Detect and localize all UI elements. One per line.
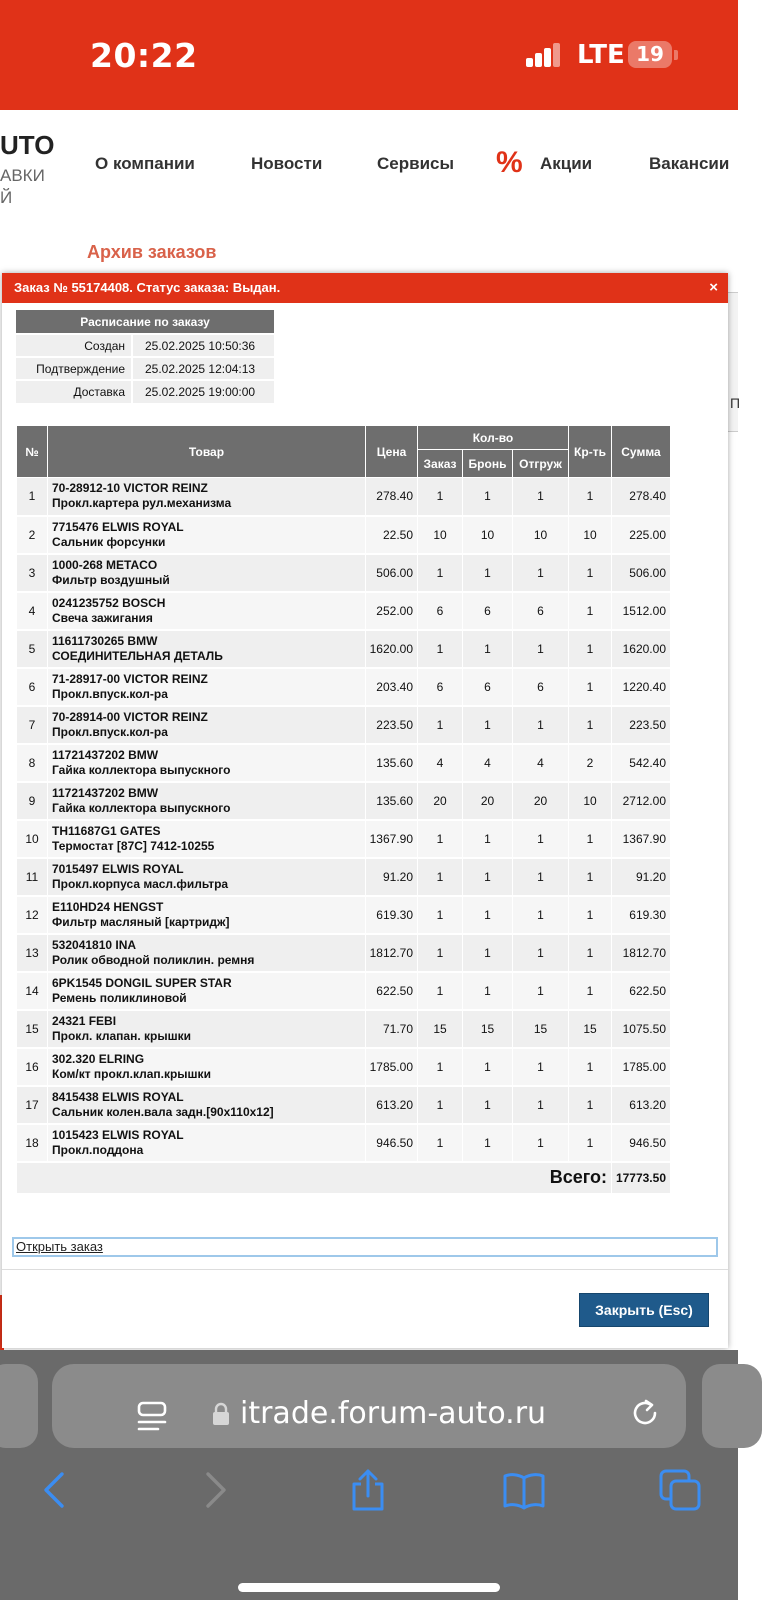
open-order-link[interactable]: Открыть заказ — [12, 1237, 718, 1257]
row-product — [48, 782, 366, 820]
modal-divider — [2, 1269, 728, 1270]
row-sum: 1220.40 — [612, 668, 671, 706]
col-order: Заказ — [418, 450, 463, 478]
row-shipped-qty: 6 — [513, 592, 569, 630]
product-code: 11721437202 BMW — [52, 747, 159, 762]
product-code: 1015423 ELWIS ROYAL — [52, 1127, 184, 1142]
row-reserve-qty: 1 — [463, 1086, 513, 1124]
row-product — [48, 1010, 366, 1048]
row-sum: 1512.00 — [612, 592, 671, 630]
total-label: Всего: — [17, 1162, 612, 1194]
row-price: 613.20 — [366, 1086, 418, 1124]
row-price: 203.40 — [366, 668, 418, 706]
modal-title: Заказ № 55174408. Статус заказа: Выдан. — [14, 280, 281, 295]
row-product — [48, 478, 366, 516]
row-multiplicity: 2 — [569, 744, 612, 782]
row-price: 252.00 — [366, 592, 418, 630]
percent-icon: % — [496, 146, 523, 179]
row-price: 1785.00 — [366, 1048, 418, 1086]
table-row — [17, 478, 671, 516]
row-order-qty: 4 — [418, 744, 463, 782]
row-shipped-qty: 1 — [513, 706, 569, 744]
signal-icon — [526, 43, 562, 67]
row-price: 71.70 — [366, 1010, 418, 1048]
row-price: 91.20 — [366, 858, 418, 896]
col-price: Цена — [366, 426, 418, 478]
product-description: СОЕДИНИТЕЛЬНАЯ ДЕТАЛЬ — [52, 648, 223, 663]
row-shipped-qty: 1 — [513, 630, 569, 668]
nav-vacancies[interactable]: Вакансии — [649, 154, 730, 173]
row-number: 6 — [17, 668, 48, 706]
row-order-qty: 1 — [418, 706, 463, 744]
product-description: Сальник колен.вала задн.[90x110x12] — [52, 1104, 274, 1119]
row-sum: 1620.00 — [612, 630, 671, 668]
row-price: 622.50 — [366, 972, 418, 1010]
row-order-qty: 1 — [418, 972, 463, 1010]
row-multiplicity: 1 — [569, 1048, 612, 1086]
row-reserve-qty: 1 — [463, 858, 513, 896]
lock-icon — [212, 1402, 230, 1426]
row-sum: 2712.00 — [612, 782, 671, 820]
product-code: 70-28914-00 VICTOR REINZ — [52, 709, 208, 724]
url-text[interactable]: itrade.forum-auto.ru — [240, 1396, 547, 1431]
table-row — [17, 1086, 671, 1124]
row-price: 278.40 — [366, 478, 418, 516]
row-number: 7 — [17, 706, 48, 744]
row-shipped-qty: 1 — [513, 972, 569, 1010]
row-number: 14 — [17, 972, 48, 1010]
row-sum: 91.20 — [612, 858, 671, 896]
row-product — [48, 516, 366, 554]
row-shipped-qty: 1 — [513, 934, 569, 972]
row-product — [48, 706, 366, 744]
reader-icon[interactable] — [136, 1400, 168, 1436]
previous-tab-preview[interactable] — [0, 1364, 38, 1448]
row-reserve-qty: 6 — [463, 668, 513, 706]
reload-icon[interactable] — [628, 1396, 662, 1430]
product-description: Термостат [87C] 7412-10255 — [52, 838, 215, 853]
product-code: E110HD24 HENGST — [52, 899, 164, 914]
table-row — [17, 1048, 671, 1086]
row-multiplicity: 10 — [569, 516, 612, 554]
network-type: LTE — [577, 40, 625, 70]
row-multiplicity: 1 — [569, 820, 612, 858]
table-row — [17, 972, 671, 1010]
close-button[interactable]: Закрыть (Esc) — [579, 1293, 709, 1327]
row-multiplicity: 15 — [569, 1010, 612, 1048]
row-sum: 619.30 — [612, 896, 671, 934]
row-number: 4 — [17, 592, 48, 630]
status-time: 20:22 — [90, 36, 198, 75]
archive-title: Архив заказов — [87, 242, 217, 262]
product-code: 302.320 ELRING — [52, 1051, 145, 1066]
row-price: 1367.90 — [366, 820, 418, 858]
logo-subtitle-2: Й — [0, 188, 13, 207]
row-shipped-qty: 10 — [513, 516, 569, 554]
product-code: 0241235752 BOSCH — [52, 595, 166, 610]
row-order-qty: 1 — [418, 630, 463, 668]
row-sum: 278.40 — [612, 478, 671, 516]
row-order-qty: 1 — [418, 858, 463, 896]
site-logo[interactable]: UTO — [0, 130, 55, 160]
row-product — [48, 668, 366, 706]
row-order-qty: 1 — [418, 934, 463, 972]
table-row — [17, 630, 671, 668]
row-shipped-qty: 20 — [513, 782, 569, 820]
background-text: П — [730, 395, 741, 411]
row-multiplicity: 1 — [569, 668, 612, 706]
row-sum: 225.00 — [612, 516, 671, 554]
row-product — [48, 934, 366, 972]
row-sum: 1812.70 — [612, 934, 671, 972]
row-reserve-qty: 1 — [463, 478, 513, 516]
row-order-qty: 15 — [418, 1010, 463, 1048]
table-row — [17, 554, 671, 592]
battery-icon — [628, 41, 672, 68]
row-product — [48, 858, 366, 896]
schedule-value: 25.02.2025 10:50:36 — [132, 334, 274, 357]
row-sum: 506.00 — [612, 554, 671, 592]
row-shipped-qty: 1 — [513, 1124, 569, 1162]
product-description: Прокл.картера рул.механизма — [52, 496, 232, 511]
row-sum: 542.40 — [612, 744, 671, 782]
product-code: TH11687G1 GATES — [52, 823, 161, 838]
row-multiplicity: 1 — [569, 592, 612, 630]
home-indicator[interactable] — [238, 1583, 500, 1592]
row-sum: 1367.90 — [612, 820, 671, 858]
product-description: Прокл.впуск.кол-ра — [52, 724, 168, 739]
row-number: 9 — [17, 782, 48, 820]
table-row — [17, 858, 671, 896]
row-number: 1 — [17, 478, 48, 516]
row-price: 223.50 — [366, 706, 418, 744]
product-code: 70-28912-10 VICTOR REINZ — [52, 481, 208, 496]
row-multiplicity: 1 — [569, 630, 612, 668]
row-order-qty: 6 — [418, 668, 463, 706]
col-multiplicity: Кр-ть — [569, 426, 612, 478]
row-reserve-qty: 1 — [463, 554, 513, 592]
product-code: 11611730265 BMW — [52, 633, 158, 648]
row-price: 1620.00 — [366, 630, 418, 668]
schedule-value: 25.02.2025 12:04:13 — [132, 357, 274, 380]
product-code: 24321 FEBI — [52, 1013, 117, 1028]
table-row — [17, 1010, 671, 1048]
row-order-qty: 1 — [418, 1048, 463, 1086]
schedule-value: 25.02.2025 19:00:00 — [132, 380, 274, 403]
row-product — [48, 630, 366, 668]
status-bar — [0, 0, 738, 110]
row-number: 3 — [17, 554, 48, 592]
product-code: 1000-268 METACO — [52, 557, 158, 572]
row-product — [48, 554, 366, 592]
product-description: Фильтр масляный [картридж] — [52, 914, 230, 929]
table-row — [17, 1124, 671, 1162]
row-multiplicity: 1 — [569, 478, 612, 516]
table-row — [17, 516, 671, 554]
nav-promotions[interactable]: Акции — [540, 154, 593, 173]
row-reserve-qty: 1 — [463, 1048, 513, 1086]
modal-header — [2, 273, 728, 303]
nav-about[interactable]: О компании — [95, 154, 195, 173]
product-code: 8415438 ELWIS ROYAL — [52, 1089, 184, 1104]
row-price: 946.50 — [366, 1124, 418, 1162]
row-number: 11 — [17, 858, 48, 896]
row-number: 15 — [17, 1010, 48, 1048]
row-order-qty: 1 — [418, 1086, 463, 1124]
row-shipped-qty: 1 — [513, 858, 569, 896]
row-number: 16 — [17, 1048, 48, 1086]
row-shipped-qty: 1 — [513, 1048, 569, 1086]
product-description: Гайка коллектора выпускного — [52, 762, 231, 777]
product-description: Фильтр воздушный — [52, 572, 170, 587]
product-description: Сальник форсунки — [52, 534, 166, 549]
row-shipped-qty: 6 — [513, 668, 569, 706]
row-sum: 223.50 — [612, 706, 671, 744]
table-row — [17, 820, 671, 858]
product-code: 11721437202 BMW — [52, 785, 159, 800]
row-shipped-qty: 1 — [513, 820, 569, 858]
row-price: 135.60 — [366, 782, 418, 820]
row-multiplicity: 10 — [569, 782, 612, 820]
row-order-qty: 1 — [418, 478, 463, 516]
forward-icon[interactable] — [192, 1468, 236, 1512]
table-row — [17, 896, 671, 934]
table-row — [17, 668, 671, 706]
browser-toolbar — [0, 1350, 738, 1600]
schedule-label: Доставка — [16, 380, 132, 403]
row-product — [48, 972, 366, 1010]
row-order-qty: 1 — [418, 554, 463, 592]
row-reserve-qty: 1 — [463, 934, 513, 972]
row-order-qty: 1 — [418, 820, 463, 858]
row-order-qty: 6 — [418, 592, 463, 630]
row-product — [48, 896, 366, 934]
row-sum: 1075.50 — [612, 1010, 671, 1048]
row-shipped-qty: 4 — [513, 744, 569, 782]
product-description: Ролик обводной поликлин. ремня — [52, 952, 255, 967]
row-order-qty: 20 — [418, 782, 463, 820]
row-number: 17 — [17, 1086, 48, 1124]
row-reserve-qty: 15 — [463, 1010, 513, 1048]
row-reserve-qty: 10 — [463, 516, 513, 554]
close-icon[interactable]: × — [709, 279, 718, 296]
table-row — [17, 934, 671, 972]
row-number: 12 — [17, 896, 48, 934]
row-price: 1812.70 — [366, 934, 418, 972]
row-number: 13 — [17, 934, 48, 972]
nav-services[interactable]: Сервисы — [377, 154, 454, 173]
row-multiplicity: 1 — [569, 896, 612, 934]
col-sum: Сумма — [612, 426, 671, 478]
col-product: Товар — [48, 426, 366, 478]
total-value: 17773.50 — [612, 1162, 671, 1194]
row-multiplicity: 1 — [569, 1086, 612, 1124]
product-code: 7015497 ELWIS ROYAL — [52, 861, 184, 876]
row-price: 506.00 — [366, 554, 418, 592]
battery-tip — [674, 50, 678, 60]
row-sum: 622.50 — [612, 972, 671, 1010]
schedule-header: Расписание по заказу — [16, 310, 274, 334]
product-code: 532041810 INA — [52, 937, 137, 952]
product-description: Ремень поликлиновой — [52, 990, 187, 1005]
row-reserve-qty: 1 — [463, 706, 513, 744]
product-code: 71-28917-00 VICTOR REINZ — [52, 671, 208, 686]
row-reserve-qty: 1 — [463, 896, 513, 934]
row-product — [48, 820, 366, 858]
share-icon[interactable] — [346, 1468, 390, 1512]
row-multiplicity: 1 — [569, 554, 612, 592]
col-num: № — [17, 426, 48, 478]
row-reserve-qty: 1 — [463, 972, 513, 1010]
order-modal — [2, 273, 728, 1348]
row-number: 8 — [17, 744, 48, 782]
order-items-table — [16, 425, 671, 1195]
row-multiplicity: 1 — [569, 934, 612, 972]
schedule-label: Подтверждение — [16, 357, 132, 380]
product-description: Прокл.корпуса масл.фильтра — [52, 876, 229, 891]
row-product — [48, 1048, 366, 1086]
row-product — [48, 1086, 366, 1124]
row-sum: 613.20 — [612, 1086, 671, 1124]
row-multiplicity: 1 — [569, 706, 612, 744]
product-code: 7715476 ELWIS ROYAL — [52, 519, 184, 534]
table-row — [17, 706, 671, 744]
row-reserve-qty: 6 — [463, 592, 513, 630]
row-reserve-qty: 20 — [463, 782, 513, 820]
product-code: 6PK1545 DONGIL SUPER STAR — [52, 975, 232, 990]
schedule-table — [16, 310, 274, 403]
row-product — [48, 592, 366, 630]
col-reserve: Бронь — [463, 450, 513, 478]
product-description: Ком/кт прокл.клап.крышки — [52, 1066, 211, 1081]
product-description: Прокл.впуск.кол-ра — [52, 686, 168, 701]
table-row — [17, 744, 671, 782]
row-multiplicity: 1 — [569, 1124, 612, 1162]
table-row — [17, 592, 671, 630]
product-description: Гайка коллектора выпускного — [52, 800, 231, 815]
tabs-icon[interactable] — [658, 1468, 702, 1512]
back-icon[interactable] — [34, 1468, 78, 1512]
row-number: 18 — [17, 1124, 48, 1162]
row-sum: 946.50 — [612, 1124, 671, 1162]
row-number: 2 — [17, 516, 48, 554]
row-order-qty: 10 — [418, 516, 463, 554]
total-row — [17, 1162, 671, 1194]
next-tab-preview[interactable] — [702, 1364, 762, 1448]
row-multiplicity: 1 — [569, 858, 612, 896]
bookmarks-icon[interactable] — [502, 1468, 546, 1512]
battery-level: 19 — [636, 42, 664, 66]
row-number: 10 — [17, 820, 48, 858]
product-description: Прокл.поддона — [52, 1142, 144, 1157]
row-reserve-qty: 4 — [463, 744, 513, 782]
row-order-qty: 1 — [418, 896, 463, 934]
schedule-label: Создан — [16, 334, 132, 357]
table-row — [17, 782, 671, 820]
row-reserve-qty: 1 — [463, 630, 513, 668]
product-description: Свеча зажигания — [52, 610, 153, 625]
row-product — [48, 1124, 366, 1162]
background-panel — [727, 292, 741, 432]
row-number: 5 — [17, 630, 48, 668]
nav-news[interactable]: Новости — [251, 154, 323, 173]
row-shipped-qty: 1 — [513, 554, 569, 592]
row-shipped-qty: 15 — [513, 1010, 569, 1048]
row-price: 619.30 — [366, 896, 418, 934]
row-shipped-qty: 1 — [513, 478, 569, 516]
row-reserve-qty: 1 — [463, 1124, 513, 1162]
col-qty-group: Кол-во — [418, 426, 569, 450]
row-shipped-qty: 1 — [513, 896, 569, 934]
product-description: Прокл. клапан. крышки — [52, 1028, 191, 1043]
row-price: 22.50 — [366, 516, 418, 554]
col-shipped: Отгруж — [513, 450, 569, 478]
row-price: 135.60 — [366, 744, 418, 782]
row-product — [48, 744, 366, 782]
row-shipped-qty: 1 — [513, 1086, 569, 1124]
row-multiplicity: 1 — [569, 972, 612, 1010]
logo-subtitle-1: АВКИ — [0, 166, 45, 185]
row-sum: 1785.00 — [612, 1048, 671, 1086]
row-reserve-qty: 1 — [463, 820, 513, 858]
row-order-qty: 1 — [418, 1124, 463, 1162]
